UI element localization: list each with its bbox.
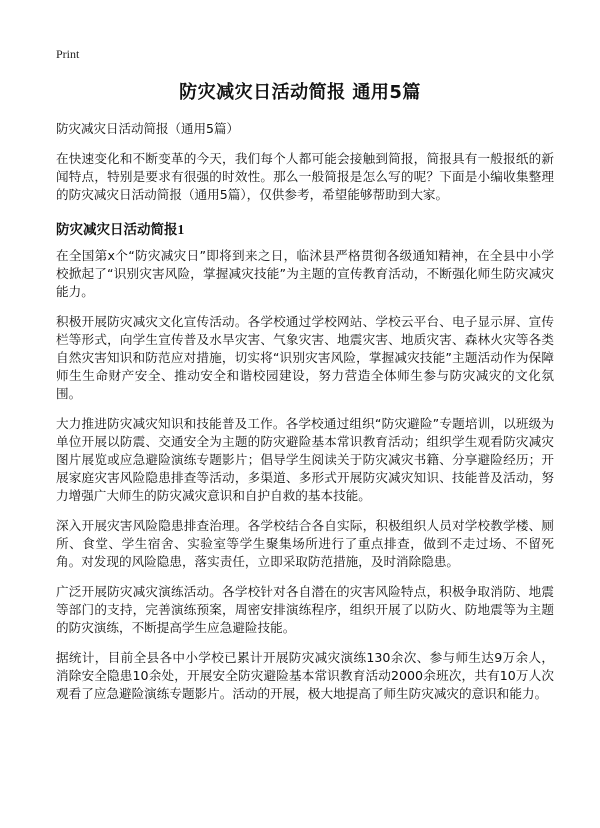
paragraph: 广泛开展防灾减灾演练活动。各学校针对各自潜在的灾害风险特点，积极争取消防、地震等部门的支持，完善演练预案，周密安排演练程序，组织开展了以防火、防地震等为主题的防灾演练，不断提高学生应急避险技能。 — [56, 584, 554, 635]
print-link[interactable]: Print — [56, 47, 80, 61]
article-body — [56, 120, 554, 715]
paragraph: 在全国第x个“防灾减灾日”即将到来之日，临沭县严格贯彻各级通知精神，在全县中小学校掀起了“识别灾害风险，掌握减灾技能”为主题的宣传教育活动，不断强化师生防灾减灾能力。 — [56, 248, 554, 299]
intro-paragraph: 在快速变化和不断变革的今天，我们每个人都可能会接触到简报，简报具有一般报纸的新闻特点，特别是要求有很强的时效性。那么一般简报是怎么写的呢？下面是小编收集整理的防灾减灾日活动简报（通用5篇），仅供参考，希望能够帮助到大家。 — [56, 151, 554, 202]
page-title: 防灾减灾日活动简报 通用5篇 — [179, 82, 421, 103]
paragraph: 据统计，目前全县各中小学校已累计开展防灾减灾演练130余次、参与师生达9万余人，消除安全隐患10余处，开展安全防灾避险基本常识教育活动2000余班次，共有10万人次观看了应急避险演练专题影片。活动的开展，极大地提高了师生防灾减灾的意识和能力。 — [56, 650, 554, 701]
section-heading: 防灾减灾日活动简报1 — [56, 222, 185, 237]
paragraph: 深入开展灾害风险隐患排查治理。各学校结合各自实际，积极组织人员对学校教学楼、厕所、食堂、学生宿舍、实验室等学生聚集场所进行了重点排查，做到不走过场、不留死角。对发现的风险隐患，落实责任，立即采取防范措施，及时消除隐患。 — [56, 518, 554, 569]
paragraph: 大力推进防灾减灾知识和技能普及工作。各学校通过组织“防灾避险”专题培训，以班级为单位开展以防震、交通安全为主题的防灾避险基本常识教育活动；组织学生观看防灾减灾图片展览或应急避险演练专题影片；倡导学生阅读关于防灾减灾书籍、分享避险经历；开展家庭灾害风险隐患排查等活动，多渠道、多形式开展防灾减灾知识、技能普及活动，努力增强广大师生的防灾减灾意识和自护自救的基本技能。 — [56, 416, 554, 503]
paragraph: 积极开展防灾减灾文化宣传活动。各学校通过学校网站、学校云平台、电子显示屏、宣传栏等形式，向学生宣传普及水旱灾害、气象灾害、地震灾害、地质灾害、森林火灾等各类自然灾害知识和防范应对措施，切实将“识别灾害风险，掌握减灾技能”主题活动作为保障师生生命财产安全、推动安全和谐校园建设，努力营造全体师生参与防灾减灾的文化氛围。 — [56, 314, 554, 401]
article-subtitle: 防灾减灾日活动简报（通用5篇） — [56, 121, 239, 136]
